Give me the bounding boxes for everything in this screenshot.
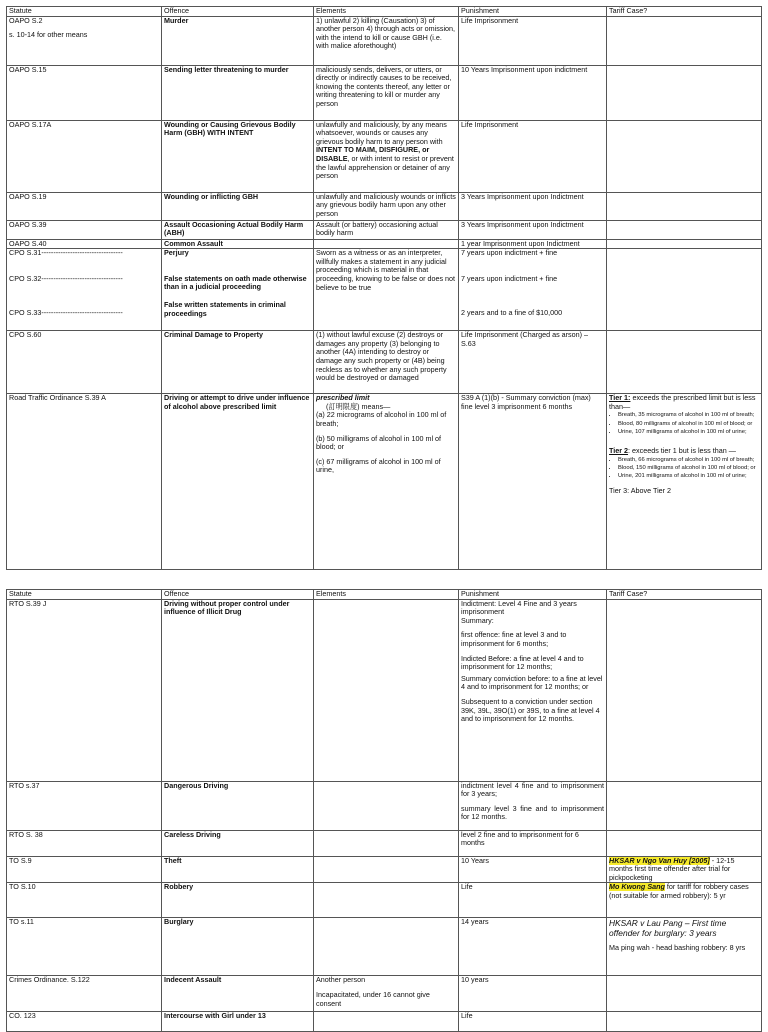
offences-table-2 bbox=[6, 589, 762, 1032]
tariff-cell bbox=[607, 976, 762, 1012]
punishment-cell: 3 Years Imprisonment upon Indictment bbox=[459, 192, 607, 220]
punishment-text: indictment level 4 fine and to imprisonment for 3 years; bbox=[461, 781, 604, 799]
elements-cell: Sworn as a witness or as an interpreter, willfully makes a statement in any judicial proceeding which is material in that proceeding, knowing to be false or does not believe to be true bbox=[314, 249, 459, 331]
punishment-cell bbox=[459, 599, 607, 781]
tier2-list bbox=[609, 457, 759, 481]
list-item: • Urine, 107 milligrams of alcohol in 100 ml of urine; bbox=[618, 429, 759, 436]
elements-cell bbox=[314, 239, 459, 249]
punishment-cell bbox=[459, 781, 607, 830]
elements-cell: unlawfully and maliciously wounds or inflicts any grievous bodily harm upon any other person bbox=[314, 192, 459, 220]
table-row bbox=[7, 249, 762, 331]
offence-cell: Common Assault bbox=[162, 239, 314, 249]
list-item: • Blood, 80 milligrams of alcohol in 100 ml of blood; or bbox=[618, 421, 759, 428]
offence-text: Perjury bbox=[164, 248, 189, 258]
statute-cell: CPO S.60 bbox=[7, 331, 162, 394]
tariff-cell bbox=[607, 1012, 762, 1032]
offence-cell: Careless Driving bbox=[162, 830, 314, 856]
statute-cell: RTO s.37 bbox=[7, 781, 162, 830]
punishment-text: Indictment: Level 4 Fine and 3 years imprisonment bbox=[461, 599, 577, 617]
statute-text: CPO S.31---------------------------------- bbox=[9, 248, 123, 258]
case-highlight: Mo Kwong Sang bbox=[609, 882, 665, 892]
punishment-text: Summary: bbox=[461, 615, 494, 625]
table-row bbox=[7, 220, 762, 239]
tariff-text: for tariff for robbery cases (not suitable for armed robbery): 5 yr bbox=[609, 882, 749, 900]
punishment-text: Subsequent to a conviction under section 39K, 39L, 39O(1) or 39S, to a fine at level 4 and to imprisonment for 12 months. bbox=[461, 696, 600, 724]
elements-cell: maliciously sends, delivers, or utters, or directly or indirectly causes to be received, knowing the contents thereof, any letter or writing threatening to kill or murder any person bbox=[314, 65, 459, 120]
statute-cell: CO. 123 bbox=[7, 1012, 162, 1032]
tariff-cell bbox=[607, 883, 762, 918]
tariff-cell bbox=[607, 394, 762, 570]
tariff-cell bbox=[607, 220, 762, 239]
prescribed-limit-title: prescribed limit bbox=[316, 393, 370, 403]
list-item: • Blood, 150 milligrams of alcohol in 100 ml of blood; or bbox=[618, 465, 759, 472]
punishment-cell: S39 A (1)(b) - Summary conviction (max) fine level 3 imprisonment 6 months bbox=[459, 394, 607, 570]
header-punishment: Punishment bbox=[459, 7, 607, 17]
header-statute: Statute bbox=[7, 590, 162, 600]
statute-note: s. 10-14 for other means bbox=[9, 30, 88, 40]
punishment-text: Indicted Before: a fine at level 4 and to imprisonment for 12 months; bbox=[461, 653, 584, 672]
statute-text: CPO S.33---------------------------------- bbox=[9, 308, 123, 318]
tariff-cell bbox=[607, 65, 762, 120]
tier1-list bbox=[609, 412, 759, 436]
elements-cell bbox=[314, 394, 459, 570]
header-tariff: Tariff Case? bbox=[607, 590, 762, 600]
table-row bbox=[7, 883, 762, 918]
table-row bbox=[7, 120, 762, 192]
tariff-cell bbox=[607, 331, 762, 394]
offences-table-1 bbox=[6, 6, 762, 570]
elements-cell bbox=[314, 918, 459, 976]
offence-cell: Theft bbox=[162, 856, 314, 883]
header-elements: Elements bbox=[314, 7, 459, 17]
table-row bbox=[7, 331, 762, 394]
statute-cell: TO s.11 bbox=[7, 918, 162, 976]
punishment-text: Summary conviction before: to a fine at level 4 and to imprisonment for 12 months; or bbox=[461, 673, 603, 692]
table-row bbox=[7, 976, 762, 1012]
tariff-cell bbox=[607, 830, 762, 856]
list-item: • Breath, 66 micrograms of alcohol in 100 ml of breath; bbox=[618, 457, 759, 464]
header-offence: Offence bbox=[162, 590, 314, 600]
elements-cell bbox=[314, 1012, 459, 1032]
elements-cell bbox=[314, 830, 459, 856]
table-row bbox=[7, 856, 762, 883]
tariff-text: - 12-15 months first time offender after trial for pickpocketing bbox=[609, 856, 735, 882]
table-row bbox=[7, 918, 762, 976]
tier1-label: Tier 1: bbox=[609, 393, 631, 403]
offence-cell: Assault Occasioning Actual Bodily Harm (ABH) bbox=[162, 220, 314, 239]
offence-cell: Dangerous Driving bbox=[162, 781, 314, 830]
offence-cell: Murder bbox=[162, 16, 314, 65]
offence-cell: Driving or attempt to drive under influence of alcohol above prescribed limit bbox=[162, 394, 314, 570]
statute-cell: TO S.10 bbox=[7, 883, 162, 918]
elements-cell: 1) unlawful 2) killing (Causation) 3) of another person 4) through acts or omission, with the intend to kill or cause GBH (i.e. with malice aforethought) bbox=[314, 16, 459, 65]
punishment-cell: 10 Years Imprisonment upon indictment bbox=[459, 65, 607, 120]
punishment-text: 2 years and to a fine of $10,000 bbox=[461, 308, 563, 318]
offence-cell bbox=[162, 249, 314, 331]
tier2-label: Tier 2 bbox=[609, 445, 629, 455]
tariff-cell bbox=[607, 16, 762, 65]
statute-cell: RTO S. 38 bbox=[7, 830, 162, 856]
tariff-cell bbox=[607, 120, 762, 192]
tariff-cell bbox=[607, 781, 762, 830]
offence-cell: Indecent Assault bbox=[162, 976, 314, 1012]
punishment-cell: Life Imprisonment bbox=[459, 16, 607, 65]
header-punishment: Punishment bbox=[459, 590, 607, 600]
punishment-cell: 10 years bbox=[459, 976, 607, 1012]
elements-cell bbox=[314, 883, 459, 918]
elements-emphasis: INTENT TO MAIM, DISFIGURE, or DISABLE bbox=[316, 145, 430, 163]
elements-text: Incapacitated, under 16 cannot give consent bbox=[316, 989, 430, 1008]
offence-cell: Criminal Damage to Property bbox=[162, 331, 314, 394]
elements-cell: (1) without lawful excuse (2) destroys or damages any property (3) belonging to another (4A) intending to destroy or damage any such property or (4B) being reckless as to whether any such property would be destroyed or damaged bbox=[314, 331, 459, 394]
tier1-text: exceeds the prescribed limit but is less than— bbox=[609, 393, 756, 411]
punishment-cell bbox=[459, 249, 607, 331]
elements-cell: Assault (or battery) occasioning actual bodily harm bbox=[314, 220, 459, 239]
prescribed-limit-chinese: (訂明限度) means— bbox=[326, 401, 391, 411]
tariff-cell bbox=[607, 192, 762, 220]
list-item: • Urine, 201 milligrams of alcohol in 100 ml of urine; bbox=[618, 473, 759, 480]
punishment-cell: Life Imprisonment (Charged as arson) – S.63 bbox=[459, 331, 607, 394]
punishment-cell: Life bbox=[459, 883, 607, 918]
punishment-text: 7 years upon indictment + fine bbox=[461, 273, 558, 283]
header-statute: Statute bbox=[7, 7, 162, 17]
punishment-cell: Life Imprisonment bbox=[459, 120, 607, 192]
table-row bbox=[7, 599, 762, 781]
tier2-text: : exceeds tier 1 but is less than — bbox=[628, 445, 736, 455]
table-row bbox=[7, 239, 762, 249]
statute-text: OAPO S.2 bbox=[9, 16, 43, 25]
offence-cell: Robbery bbox=[162, 883, 314, 918]
elements-cell bbox=[314, 856, 459, 883]
elements-text: (c) 67 milligrams of alcohol in 100 ml of urine, bbox=[316, 456, 441, 475]
punishment-text: first offence: fine at level 3 and to imprisonment for 6 months; bbox=[461, 630, 567, 648]
punishment-cell: 14 years bbox=[459, 918, 607, 976]
tariff-cell bbox=[607, 249, 762, 331]
statute-cell: OAPO S.40 bbox=[7, 239, 162, 249]
offence-cell: Driving without proper control under influence of Illicit Drug bbox=[162, 599, 314, 781]
elements-cell bbox=[314, 976, 459, 1012]
table-row bbox=[7, 830, 762, 856]
statute-cell: OAPO S.39 bbox=[7, 220, 162, 239]
tariff-cell bbox=[607, 856, 762, 883]
elements-text: , or with intent to resist or prevent the lawful apprehension or detainer of any person bbox=[316, 153, 454, 181]
elements-text: Another person bbox=[316, 975, 366, 985]
table-row bbox=[7, 394, 762, 570]
statute-cell: TO S.9 bbox=[7, 856, 162, 883]
statute-cell: OAPO S.15 bbox=[7, 65, 162, 120]
offence-cell: Sending letter threatening to murder bbox=[162, 65, 314, 120]
punishment-cell: 1 year Imprisonment upon Indictment bbox=[459, 239, 607, 249]
table-row bbox=[7, 781, 762, 830]
punishment-cell: level 2 fine and to imprisonment for 6 months bbox=[459, 830, 607, 856]
offence-cell: Intercourse with Girl under 13 bbox=[162, 1012, 314, 1032]
punishment-text: 7 years upon indictment + fine bbox=[461, 248, 558, 258]
tariff-cell bbox=[607, 239, 762, 249]
statute-cell bbox=[7, 249, 162, 331]
table-row bbox=[7, 1012, 762, 1032]
offence-cell: Burglary bbox=[162, 918, 314, 976]
table-row bbox=[7, 192, 762, 220]
statute-cell bbox=[7, 16, 162, 65]
offence-text: False written statements in criminal proceedings bbox=[164, 299, 286, 318]
punishment-cell: Life bbox=[459, 1012, 607, 1032]
elements-cell bbox=[314, 781, 459, 830]
offence-cell: Wounding or Causing Grievous Bodily Harm (GBH) WITH INTENT bbox=[162, 120, 314, 192]
punishment-text: summary level 3 fine and to imprisonment for 12 months. bbox=[461, 803, 604, 822]
table-row bbox=[7, 65, 762, 120]
elements-cell bbox=[314, 120, 459, 192]
elements-text: (a) 22 micrograms of alcohol in 100 ml of breath; bbox=[316, 410, 447, 428]
tariff-cell bbox=[607, 918, 762, 976]
elements-cell bbox=[314, 599, 459, 781]
statute-cell: Crimes Ordinance. S.122 bbox=[7, 976, 162, 1012]
table-header-row bbox=[7, 590, 762, 600]
offence-cell: Wounding or inflicting GBH bbox=[162, 192, 314, 220]
case-highlight: HKSAR v Ngo Van Huy [2005] bbox=[609, 856, 710, 865]
table-row bbox=[7, 16, 762, 65]
table-header-row bbox=[7, 7, 762, 17]
punishment-cell: 10 Years bbox=[459, 856, 607, 883]
tier3-text: Tier 3: Above Tier 2 bbox=[609, 486, 672, 496]
header-offence: Offence bbox=[162, 7, 314, 17]
statute-cell: OAPO S.19 bbox=[7, 192, 162, 220]
punishment-cell: 3 Years Imprisonment upon Indictment bbox=[459, 220, 607, 239]
statute-cell: Road Traffic Ordinance S.39 A bbox=[7, 394, 162, 570]
offence-text: False statements on oath made otherwise than in a judicial proceeding bbox=[164, 273, 307, 292]
tariff-case-text: HKSAR v Lau Pang – First time offender for burglary: 3 years bbox=[609, 918, 727, 939]
list-item: • Breath, 35 micrograms of alcohol in 100 ml of breath; bbox=[618, 412, 759, 419]
elements-text: unlawfully and maliciously, by any means whatsoever, wounds or causes any grievous bodily harm to any person with bbox=[316, 120, 447, 146]
statute-cell: RTO S.39 J bbox=[7, 599, 162, 781]
tariff-text: Ma ping wah - head bashing robbery: 8 yrs bbox=[609, 943, 746, 953]
tariff-cell bbox=[607, 599, 762, 781]
header-elements: Elements bbox=[314, 590, 459, 600]
statute-cell: OAPO S.17A bbox=[7, 120, 162, 192]
statute-text: CPO S.32---------------------------------- bbox=[9, 273, 123, 283]
elements-text: (b) 50 milligrams of alcohol in 100 ml of blood; or bbox=[316, 433, 442, 452]
header-tariff: Tariff Case? bbox=[607, 7, 762, 17]
